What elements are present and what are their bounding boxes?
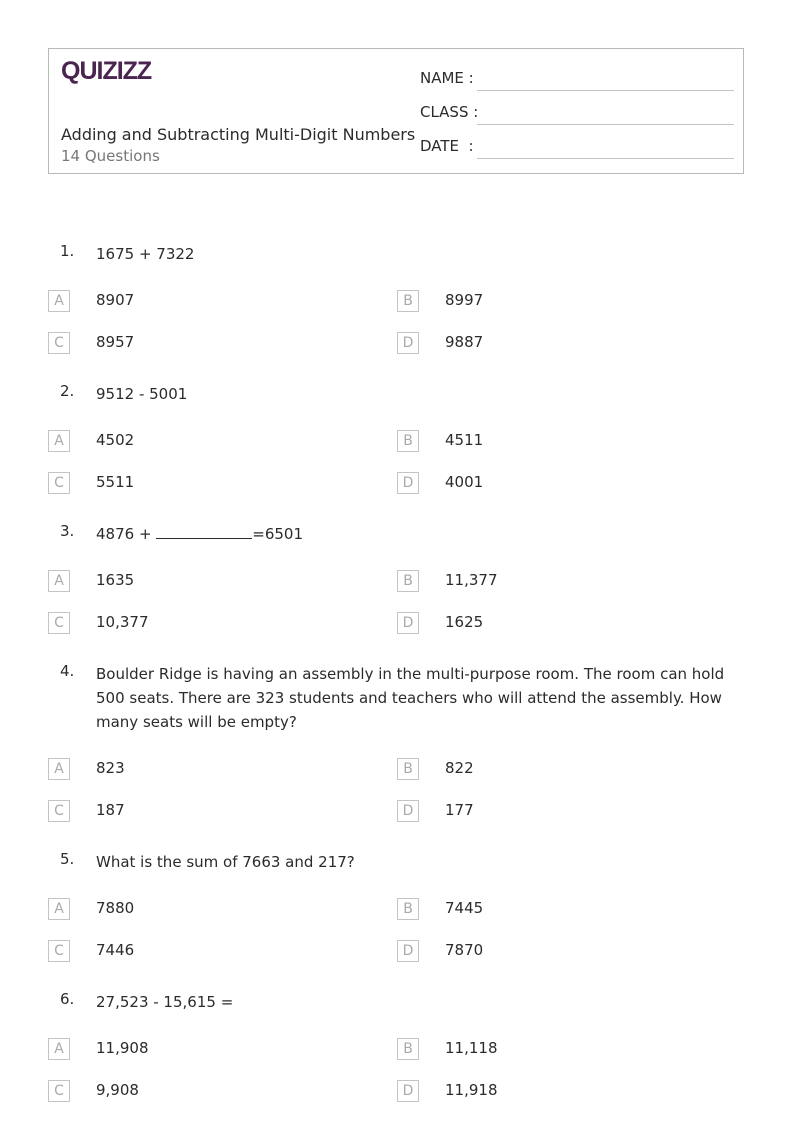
option-letter-box: C: [48, 612, 70, 634]
option-text: 4001: [445, 473, 484, 491]
question-text-after: =6501: [252, 525, 304, 543]
option-text: 822: [445, 759, 474, 777]
option-text: 11,908: [96, 1039, 149, 1057]
option-b[interactable]: [397, 430, 727, 454]
option-a[interactable]: [48, 290, 378, 314]
question-number: 5.: [60, 850, 75, 868]
option-text: 4502: [96, 431, 135, 449]
option-letter-box: C: [48, 940, 70, 962]
option-text: 10,377: [96, 613, 149, 631]
option-letter-box: D: [397, 612, 419, 634]
date-label: DATE :: [420, 137, 474, 155]
class-field[interactable]: [420, 103, 734, 127]
option-c[interactable]: [48, 472, 378, 496]
option-text: 1635: [96, 571, 135, 589]
option-text: 9887: [445, 333, 484, 351]
option-letter-box: C: [48, 1080, 70, 1102]
option-text: 187: [96, 801, 125, 819]
worksheet-title: Adding and Subtracting Multi-Digit Numbers: [61, 125, 416, 144]
option-a[interactable]: [48, 758, 378, 782]
question-number: 6.: [60, 990, 75, 1008]
option-c[interactable]: [48, 612, 378, 636]
option-text: 8997: [445, 291, 484, 309]
question-text: [96, 522, 746, 546]
option-text: 8907: [96, 291, 135, 309]
option-text: 7870: [445, 941, 484, 959]
question-count: 14 Questions: [61, 147, 160, 165]
option-a[interactable]: [48, 430, 378, 454]
option-letter-box: D: [397, 800, 419, 822]
option-d[interactable]: [397, 940, 727, 964]
option-d[interactable]: [397, 1080, 727, 1104]
option-c[interactable]: [48, 1080, 378, 1104]
option-letter-box: B: [397, 898, 419, 920]
question-text: 9512 - 5001: [96, 385, 188, 403]
option-letter-box: A: [48, 1038, 70, 1060]
option-letter-box: B: [397, 1038, 419, 1060]
option-b[interactable]: [397, 290, 727, 314]
name-line: [477, 90, 734, 91]
option-text: 177: [445, 801, 474, 819]
option-d[interactable]: [397, 800, 727, 824]
option-text: 4511: [445, 431, 484, 449]
option-d[interactable]: [397, 332, 727, 356]
option-text: 7880: [96, 899, 135, 917]
option-letter-box: A: [48, 290, 70, 312]
option-d[interactable]: [397, 472, 727, 496]
option-letter-box: B: [397, 290, 419, 312]
option-text: 5511: [96, 473, 135, 491]
question-text: Boulder Ridge is having an assembly in the multi-purpose room. The room can hold 500 seats. There are 323 students and teachers who will attend the assembly. How many seats will be empty?: [96, 665, 725, 731]
question-number: 3.: [60, 522, 75, 540]
option-letter-box: B: [397, 430, 419, 452]
option-letter-box: D: [397, 1080, 419, 1102]
date-line: [477, 158, 734, 159]
option-a[interactable]: [48, 898, 378, 922]
option-text: 11,118: [445, 1039, 498, 1057]
class-line: [477, 124, 734, 125]
name-label: NAME :: [420, 69, 474, 87]
option-b[interactable]: [397, 898, 727, 922]
question-text: 1675 + 7322: [96, 245, 195, 263]
option-b[interactable]: [397, 1038, 727, 1062]
question-number: 4.: [60, 662, 75, 680]
class-label: CLASS :: [420, 103, 479, 121]
option-letter-box: B: [397, 758, 419, 780]
question-number: 1.: [60, 242, 75, 260]
option-c[interactable]: [48, 800, 378, 824]
option-text: 11,918: [445, 1081, 498, 1099]
option-letter-box: D: [397, 940, 419, 962]
option-text: 11,377: [445, 571, 498, 589]
option-letter-box: C: [48, 472, 70, 494]
answer-blank: [156, 525, 252, 539]
worksheet-header: [48, 48, 744, 174]
option-b[interactable]: [397, 570, 727, 594]
question-text: 27,523 - 15,615 =: [96, 993, 234, 1011]
option-letter-box: A: [48, 430, 70, 452]
quizizz-logo: QUIZIZZ: [61, 57, 152, 85]
option-letter-box: D: [397, 472, 419, 494]
option-a[interactable]: [48, 1038, 378, 1062]
option-text: 9,908: [96, 1081, 139, 1099]
option-d[interactable]: [397, 612, 727, 636]
option-text: 1625: [445, 613, 484, 631]
option-text: 8957: [96, 333, 135, 351]
question-text-before: 4876 +: [96, 525, 157, 543]
option-letter-box: A: [48, 758, 70, 780]
option-c[interactable]: [48, 332, 378, 356]
name-field[interactable]: [420, 69, 734, 93]
option-letter-box: A: [48, 898, 70, 920]
option-letter-box: C: [48, 332, 70, 354]
option-text: 7445: [445, 899, 484, 917]
option-c[interactable]: [48, 940, 378, 964]
option-text: 823: [96, 759, 125, 777]
option-letter-box: D: [397, 332, 419, 354]
option-letter-box: A: [48, 570, 70, 592]
option-letter-box: B: [397, 570, 419, 592]
option-text: 7446: [96, 941, 135, 959]
option-a[interactable]: [48, 570, 378, 594]
question-text: What is the sum of 7663 and 217?: [96, 853, 355, 871]
option-b[interactable]: [397, 758, 727, 782]
date-field[interactable]: [420, 137, 734, 161]
question-number: 2.: [60, 382, 75, 400]
option-letter-box: C: [48, 800, 70, 822]
